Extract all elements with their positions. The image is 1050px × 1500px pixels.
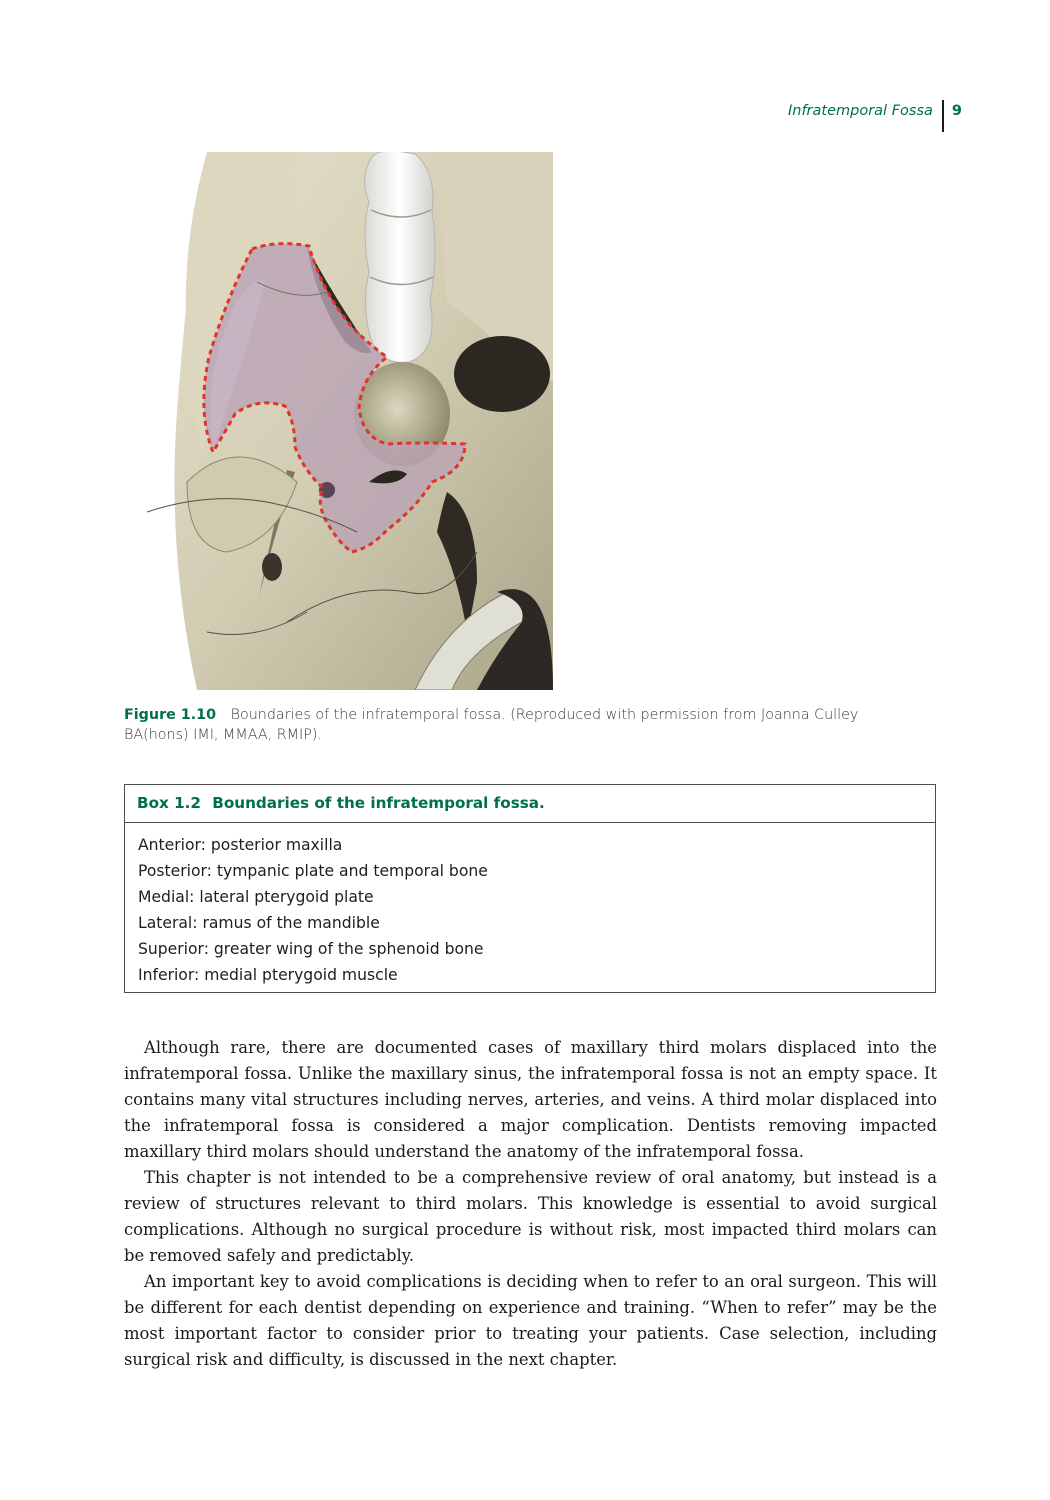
upper-teeth (365, 152, 435, 362)
list-item: Inferior: medial pterygoid muscle (138, 966, 398, 984)
box-number: Box 1.2 (137, 794, 201, 812)
list-item: Anterior: posterior maxilla (138, 836, 343, 854)
figure-illustration (147, 152, 553, 690)
box-list (125, 823, 935, 988)
boundaries-box (124, 784, 936, 993)
pterygoid-foramen (262, 553, 282, 581)
paragraph: An important key to avoid complications is deciding when to refer to an oral surgeon. This will be different for each dentist depending on experience and training. “When to refer” may be the most important factor to consider prior to treating your patients. Case selection, including surgical risk and difficulty, is discussed in the next chapter. (124, 1272, 937, 1369)
box-title: Boundaries of the infratemporal fossa. (212, 794, 545, 812)
running-head (788, 100, 962, 132)
body-text (124, 1035, 937, 1373)
list-item: Posterior: tympanic plate and temporal bone (138, 862, 488, 880)
box-header (125, 785, 935, 823)
running-title: Infratemporal Fossa (787, 103, 933, 119)
paragraph: This chapter is not intended to be a comprehensive review of oral anatomy, but instead is a review of structures relevant to third molars. This knowledge is essential to avoid surgical complications. Although no surgical procedure is without risk, most impacted third molars can be removed safely and predictably. (124, 1168, 937, 1265)
page-number: 9 (951, 103, 962, 119)
figure-label: Figure 1.10 (124, 707, 217, 723)
figure-caption-text: Boundaries of the infratemporal fossa. (Reproduced with permission from Joanna Culley BA(hons) IMI, MMAA, RMIP). (124, 707, 859, 743)
list-item: Lateral: ramus of the mandible (138, 914, 380, 932)
paragraph: Although rare, there are documented cases of maxillary third molars displaced into the infratemporal fossa. Unlike the maxillary sinus, the infratemporal fossa is not an empty space. It contains many vital structures including nerves, arteries, and veins. A third molar displaced into the infratemporal fossa is considered a major complication. Dentists removing impacted maxillary third molars should understand the anatomy of the infratemporal fossa. (124, 1038, 937, 1161)
figure-caption (124, 705, 924, 745)
posterior-nasal-aperture (454, 336, 550, 412)
list-item: Medial: lateral pterygoid plate (138, 888, 374, 906)
list-item: Superior: greater wing of the sphenoid bone (138, 940, 484, 958)
